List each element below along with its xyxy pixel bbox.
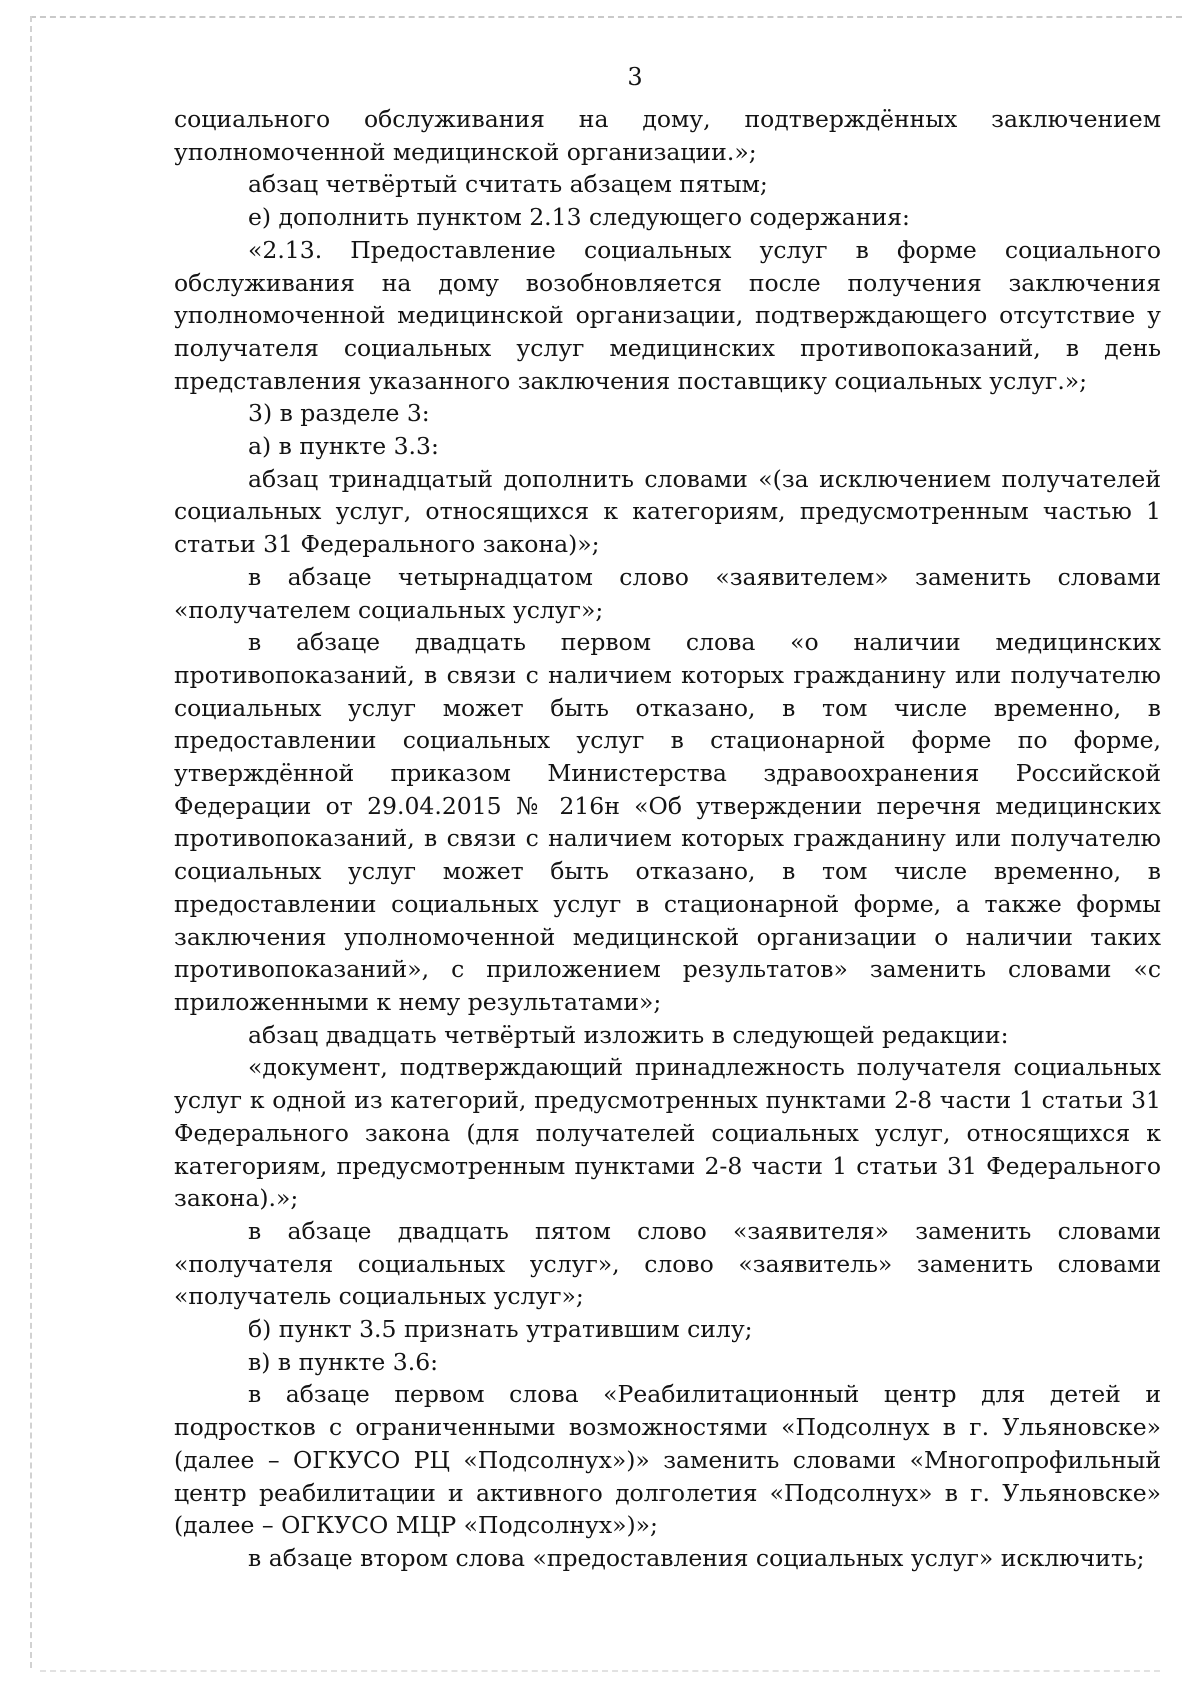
scan-edge-bottom — [40, 1670, 1160, 1672]
scan-edge-top — [30, 16, 1182, 18]
paragraph: социального обслуживания на дому, подтверждённых заключением уполномоченной медицинской организации.»; — [174, 105, 1161, 166]
paragraph: «документ, подтверждающий принадлежность получателя социальных услуг к одной из категорий, предусмотренных пунктами 2-8 части 1 статьи 31 Федерального закона (для получателей социальных услуг, относящихся к категориям, предусмотренным пунктами 2-8 части 1 статьи 31 Федерального закона).»; — [174, 1053, 1161, 1213]
page-number: 3 — [627, 63, 643, 91]
scan-edge-left — [30, 16, 32, 1668]
paragraph: е) дополнить пунктом 2.13 следующего содержания: — [248, 203, 910, 232]
paragraph: «2.13. Предоставление социальных услуг в форме социального обслуживания на дому возобновляется после получения заключения уполномоченной медицинской организации, подтверждающего отсутствие у получателя социальных услуг медицинских противопоказаний, в день представления указанного заключения поставщику социальных услуг.»; — [174, 235, 1161, 395]
paragraph: в абзаце первом слова «Реабилитационный центр для детей и подростков с ограниченными возможностями «Подсолнух в г. Ульяновске» (далее – ОГКУСО РЦ «Подсолнух»)» заменить словами «Многопрофильный центр реабилитации и активного долголетия «Подсолнух» в г. Ульяновске» (далее – ОГКУСО МЦР «Подсолнух»)»; — [174, 1380, 1161, 1540]
paragraph: в) в пункте 3.6: — [248, 1347, 439, 1376]
paragraph: 3) в разделе 3: — [248, 399, 430, 428]
paragraph: в абзаце двадцать первом слова «о наличии медицинских противопоказаний, в связи с наличием которых гражданину или получателю социальных услуг может быть отказано, в том числе временно, в предоставлении социальных услуг в стационарной форме по форме, утверждённой приказом Министерства здравоохранения Российской Федерации от 29.04.2015 № 216н «Об утверждении перечня медицинских противопоказаний, в связи с наличием которых гражданину или получателю социальных услуг может быть отказано, в том числе временно, в предоставлении социальных услуг в стационарной форме, а также формы заключения уполномоченной медицинской организации о наличии таких противопоказаний», с приложением результатов» заменить словами «с приложенными к нему результатами»; — [174, 628, 1161, 1016]
paragraph: а) в пункте 3.3: — [248, 432, 439, 461]
paragraph: в абзаце двадцать пятом слово «заявителя» заменить словами «получателя социальных услуг», слово «заявитель» заменить словами «получатель социальных услуг»; — [174, 1216, 1161, 1311]
paragraph: б) пункт 3.5 признать утратившим силу; — [248, 1315, 753, 1344]
document-body — [174, 103, 1161, 1575]
paragraph: абзац двадцать четвёртый изложить в следующей редакции: — [248, 1020, 1009, 1049]
paragraph: абзац тринадцатый дополнить словами «(за исключением получателей социальных услуг, относящихся к категориям, предусмотренным частью 1 статьи 31 Федерального закона)»; — [174, 464, 1161, 559]
paragraph: в абзаце четырнадцатом слово «заявителем» заменить словами «получателем социальных услуг»; — [174, 562, 1161, 624]
paragraph: в абзаце втором слова «предоставления социальных услуг» исключить; — [248, 1543, 1145, 1572]
paragraph: абзац четвёртый считать абзацем пятым; — [248, 170, 768, 199]
